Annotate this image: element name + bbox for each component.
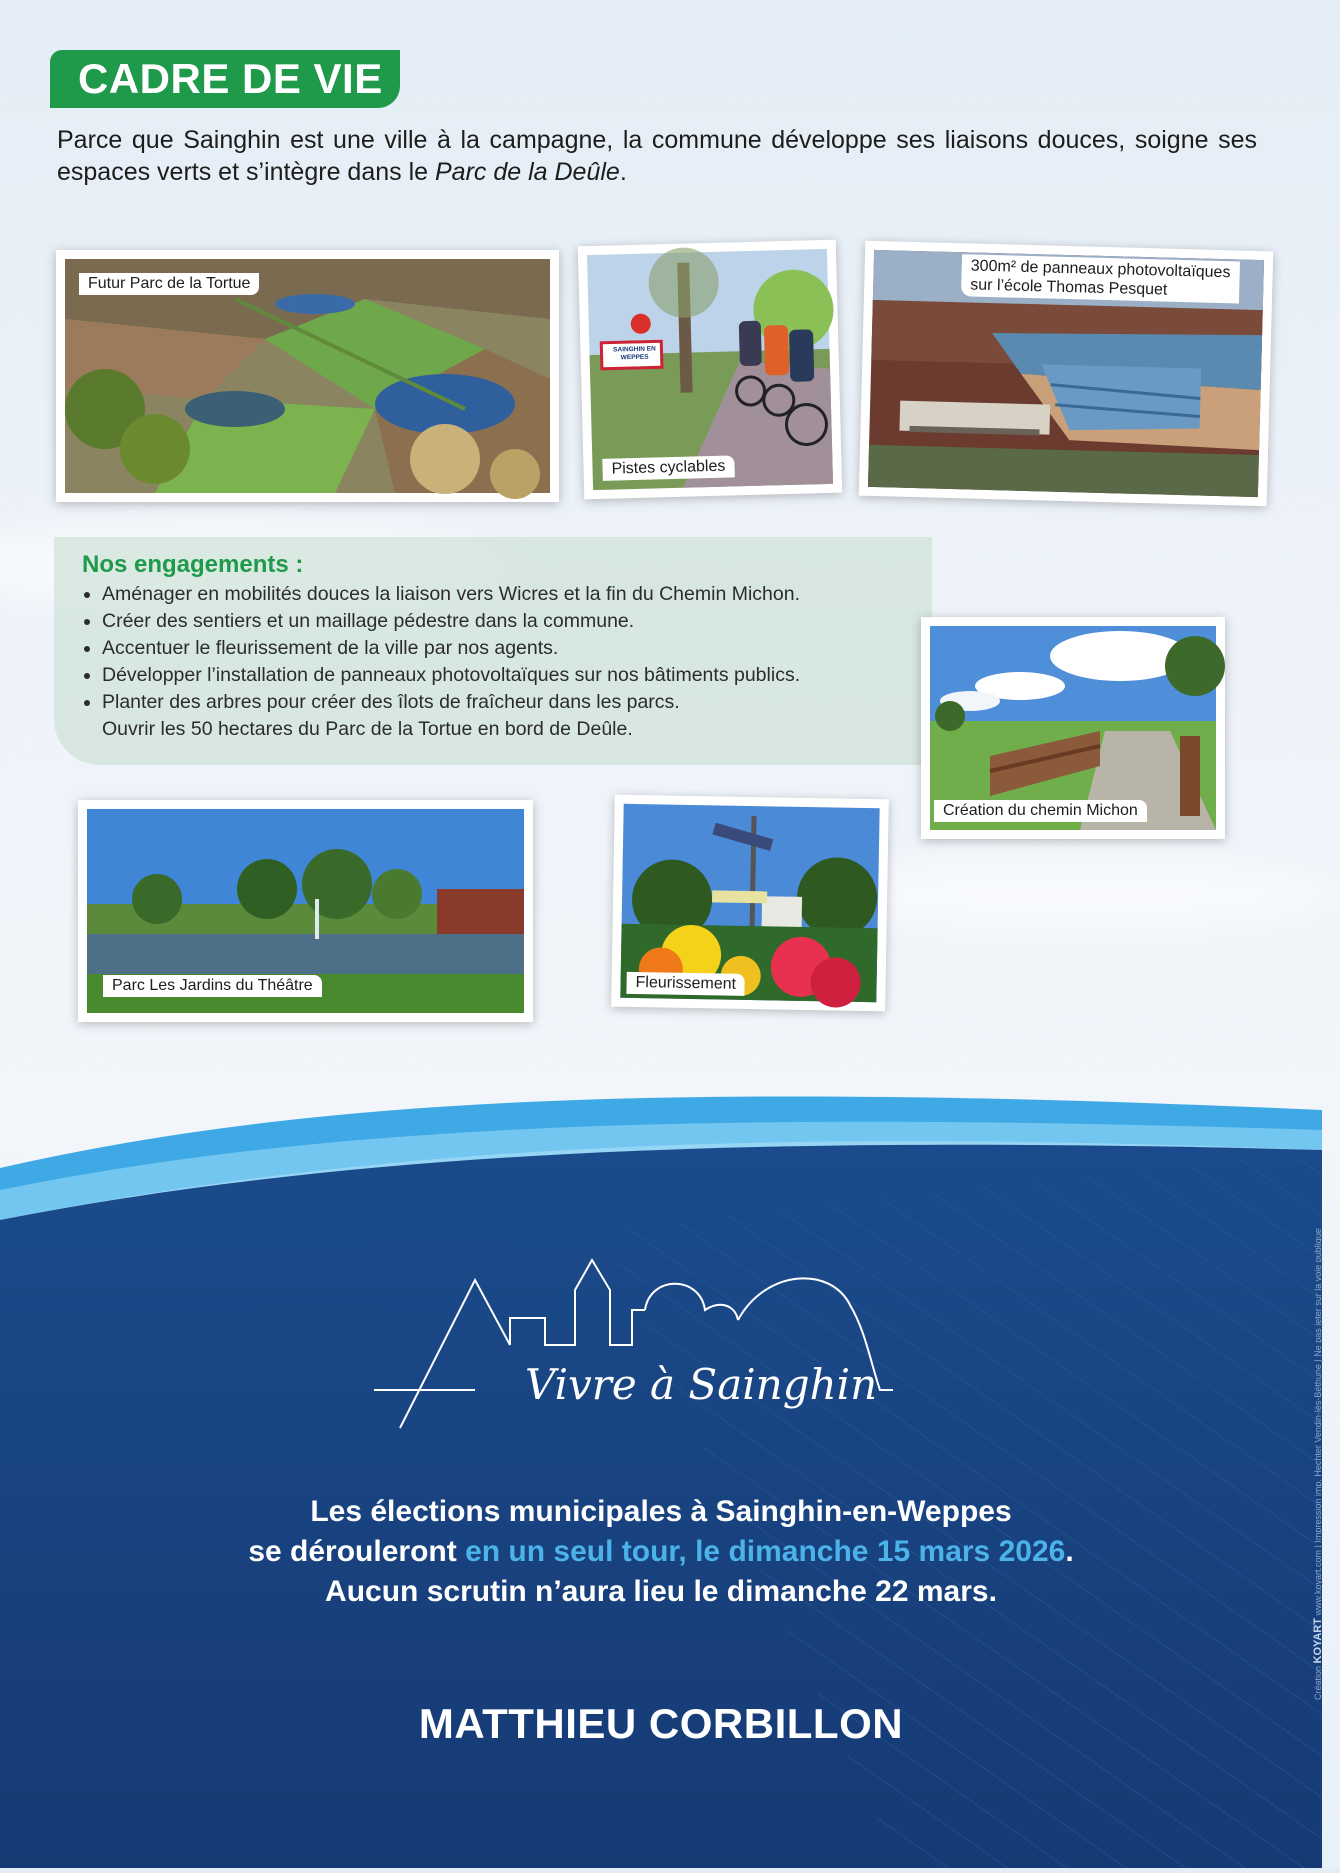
photo-chemin-michon bbox=[921, 617, 1225, 839]
photo-pistes-cyclables bbox=[578, 240, 843, 500]
engagements-box bbox=[54, 537, 932, 765]
engagements-list bbox=[82, 581, 932, 743]
intro-text: Parce que Sainghin est une ville à la campagne, la commune développe ses liaisons douces, soigne ses espaces verts et s’intègre dans le bbox=[57, 126, 1257, 186]
election-line3: Aucun scrutin n’aura lieu le dimanche 22 mars. bbox=[325, 1575, 997, 1608]
engagement-item: • Développer l’installation de panneaux photovoltaïques sur nos bâtiments publics. bbox=[102, 662, 932, 689]
photo-jardins-theatre bbox=[78, 800, 533, 1022]
park-pond-image bbox=[87, 809, 524, 1013]
town-sign: SAINGHIN EN WEPPES bbox=[613, 345, 656, 362]
intro-emphasis: Parc de la Deûle bbox=[434, 158, 620, 186]
engagement-item: • Accentuer le fleurissement de la ville par nos agents. bbox=[102, 635, 932, 662]
intro-end: . bbox=[619, 158, 627, 186]
caption-chemin-michon: Création du chemin Michon bbox=[934, 800, 1147, 822]
caption-jardins-theatre: Parc Les Jardins du Théâtre bbox=[103, 975, 322, 997]
intro-paragraph bbox=[57, 124, 1257, 188]
section-title: CADRE DE VIE bbox=[50, 50, 400, 108]
vivre-a-sainghin-logo bbox=[370, 1250, 900, 1430]
engagement-item: • Créer des sentiers et un maillage pédestre dans la commune. bbox=[102, 608, 932, 635]
school-solar-image bbox=[868, 250, 1264, 497]
election-line2-suffix: . bbox=[1065, 1535, 1074, 1568]
election-date-highlight: en un seul tour, le dimanche 15 mars 2026 bbox=[465, 1535, 1066, 1568]
logo-text: Vivre à Sainghin bbox=[525, 1360, 878, 1409]
candidate-name: MATTHIEU CORBILLON bbox=[418, 1700, 904, 1747]
credit-prefix: Création bbox=[1313, 1663, 1323, 1700]
print-credit bbox=[1312, 1228, 1324, 1700]
engagements-title: Nos engagements : bbox=[82, 551, 304, 578]
aerial-landscape-image bbox=[65, 259, 550, 493]
election-line1: Les élections municipales à Sainghin-en-Weppes bbox=[310, 1495, 1012, 1528]
election-line2-prefix: se dérouleront bbox=[248, 1535, 466, 1568]
caption-solar-line2: sur l’école Thomas Pesquet bbox=[970, 276, 1168, 299]
caption-pistes-cyclables: Pistes cyclables bbox=[602, 455, 734, 480]
cyclists-image bbox=[587, 249, 833, 490]
engagement-item: • Aménager en mobilités douces la liaison vers Wicres et la fin du Chemin Michon. bbox=[102, 581, 932, 608]
election-announcement bbox=[0, 1492, 1322, 1612]
photo-ecole-photovoltaique bbox=[859, 241, 1274, 507]
election-line2 bbox=[0, 1532, 1322, 1572]
flowers-image bbox=[620, 804, 879, 1002]
photo-parc-tortue bbox=[56, 250, 559, 502]
engagement-continuation: Ouvrir les 50 hectares du Parc de la Tortue en bord de Deûle. bbox=[102, 718, 633, 740]
engagement-item: • Planter des arbres pour créer des îlots de fraîcheur dans les parcs. bbox=[102, 689, 932, 716]
caption-solar-line1: 300m² de panneaux photovoltaïques bbox=[970, 257, 1231, 282]
credit-brand: KOYART bbox=[1312, 1618, 1324, 1664]
caption-ecole-photovoltaique bbox=[961, 254, 1240, 303]
photo-fleurissement bbox=[611, 795, 889, 1012]
cyclists-drawing bbox=[587, 249, 833, 490]
footer-wave-drawing bbox=[0, 1080, 1322, 1868]
footer-background bbox=[0, 1080, 1322, 1868]
sky-streak bbox=[820, 860, 1340, 930]
caption-parc-tortue: Futur Parc de la Tortue bbox=[79, 273, 259, 295]
wooden-path-image bbox=[930, 626, 1216, 830]
credit-rest: www.koyart.com | Impression imp. Hechter Vendin-lès-Béthune | Ne pas jeter sur la voie publique bbox=[1313, 1228, 1323, 1619]
caption-fleurissement: Fleurissement bbox=[626, 972, 745, 996]
